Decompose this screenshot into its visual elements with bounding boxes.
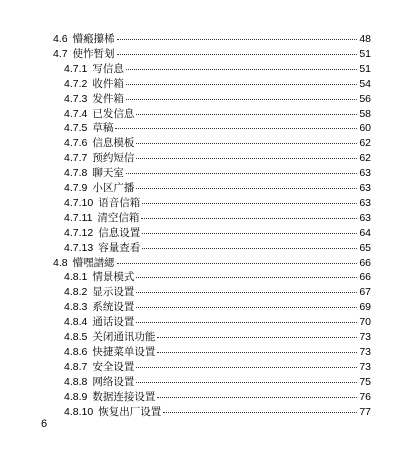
toc-dot-leader — [141, 207, 357, 219]
toc-dot-leader — [136, 311, 357, 323]
toc-entry-title: 系统设置 — [92, 301, 135, 314]
toc-entry-title: 聊天室 — [92, 167, 124, 180]
toc-entry-number: 4.8.9 — [64, 390, 88, 403]
toc-entry-title: 语音信箱 — [98, 196, 141, 209]
toc-entry-title: 收件箱 — [92, 77, 124, 90]
toc-entry-page: 73 — [359, 360, 371, 373]
toc-entry-page: 63 — [359, 196, 371, 209]
toc-entry-title: 发件箱 — [92, 92, 124, 105]
toc-entry-title: 清空信箱 — [97, 211, 140, 224]
toc-entry-number: 4.7.3 — [64, 92, 88, 105]
toc-entry-title: 关闭通讯功能 — [92, 331, 156, 343]
toc-dot-leader — [117, 43, 357, 55]
toc-entry[interactable] — [64, 328, 371, 342]
toc-dot-leader — [126, 58, 357, 70]
toc-entry-number: 4.7.7 — [64, 152, 88, 165]
toc-entry-title: 快捷菜单设置 — [92, 345, 156, 358]
toc-entry-number: 4.7.2 — [64, 77, 88, 90]
toc-dot-leader — [136, 296, 357, 308]
toc-entry-page: 66 — [359, 256, 371, 269]
toc-entry-page: 64 — [359, 226, 371, 239]
toc-entry-page: 63 — [359, 182, 371, 194]
toc-entry-page: 73 — [359, 345, 371, 358]
toc-entry[interactable] — [64, 403, 371, 417]
toc-dot-leader — [115, 117, 357, 129]
toc-entry-page: 56 — [359, 92, 371, 105]
toc-dot-leader — [157, 341, 357, 353]
toc-entry-page: 63 — [359, 211, 371, 224]
toc-entry-title: 通话设置 — [92, 316, 135, 329]
toc-entry-title: 懵嘿譜緦 — [72, 256, 115, 269]
toc-entry[interactable] — [64, 343, 371, 357]
toc-dot-leader — [136, 266, 357, 278]
toc-entry-number: 4.8.3 — [64, 301, 88, 314]
toc-entry-number: 4.7.1 — [64, 62, 88, 75]
toc-dot-leader — [117, 28, 357, 40]
toc-entry-page: 58 — [359, 107, 371, 120]
toc-entry[interactable] — [64, 209, 371, 223]
toc-entry[interactable] — [64, 373, 371, 387]
toc-entry-number: 4.8.6 — [64, 345, 88, 358]
toc-entry-page: 70 — [359, 316, 371, 329]
toc-entry-number: 4.7.10 — [64, 196, 94, 209]
toc-dot-leader — [157, 386, 357, 398]
toc-dot-leader — [126, 73, 357, 85]
toc-entry-page: 77 — [359, 405, 371, 418]
toc-entry[interactable] — [64, 388, 371, 402]
toc-entry[interactable] — [64, 75, 371, 89]
toc-entry-title: 写信息 — [92, 62, 124, 75]
toc-entry-page: 67 — [359, 286, 371, 299]
toc-entry[interactable] — [64, 164, 371, 178]
toc-entry[interactable] — [64, 283, 371, 297]
toc-entry-number: 4.7.8 — [64, 167, 88, 180]
toc-entry-number: 4.7.13 — [64, 241, 94, 254]
toc-entry-title: 信息模板 — [92, 137, 135, 150]
toc-entry[interactable] — [64, 313, 371, 327]
toc-entry-number: 4.8.7 — [64, 360, 88, 373]
toc-entry-page: 75 — [359, 375, 371, 388]
toc-entry[interactable] — [64, 149, 371, 163]
toc-entry-number: 4.6 — [53, 33, 68, 45]
toc-entry-page: 48 — [359, 33, 371, 45]
toc-entry-number: 4.8.1 — [64, 271, 88, 284]
toc-entry-title: 草稿 — [92, 122, 114, 135]
toc-entry-page: 65 — [359, 241, 371, 254]
toc-entry-number: 4.7.4 — [64, 107, 88, 120]
toc-entry-title: 显示设置 — [92, 286, 135, 299]
toc-dot-leader — [142, 222, 357, 234]
toc-entry-page: 73 — [359, 331, 371, 343]
toc-entry-title: 信息设置 — [98, 226, 141, 239]
toc-entry-number: 4.7.9 — [64, 182, 88, 194]
toc-dot-leader — [136, 371, 357, 383]
toc-entry[interactable] — [64, 179, 371, 193]
toc-entry-title: 已发信息 — [92, 107, 135, 120]
toc-entry-number: 4.7 — [53, 47, 68, 60]
toc-dot-leader — [157, 326, 357, 338]
toc-entry-page: 69 — [359, 301, 371, 314]
toc-entry[interactable] — [64, 224, 371, 238]
toc-entry-number: 4.8.2 — [64, 286, 88, 299]
toc-entry[interactable] — [64, 268, 371, 282]
toc-entry[interactable] — [64, 358, 371, 372]
toc-dot-leader — [136, 177, 357, 189]
toc-entry[interactable] — [64, 60, 371, 74]
toc-entry-number: 4.8.4 — [64, 316, 88, 329]
toc-entry-title: 安全设置 — [92, 360, 135, 373]
toc-entry-page: 63 — [359, 167, 371, 180]
toc-dot-leader — [126, 162, 357, 174]
toc-entry[interactable] — [64, 105, 371, 119]
toc-entry-title: 预约短信 — [92, 152, 135, 165]
toc-entry-title: 使怍暂刬 — [72, 47, 115, 60]
toc-entry-title: 数据连接设置 — [92, 390, 156, 403]
toc-entry[interactable] — [64, 194, 371, 208]
toc-entry-title: 恢复出厂设置 — [98, 405, 162, 418]
toc-dot-leader — [136, 103, 357, 115]
toc-entry-page: 60 — [359, 122, 371, 135]
toc-entry[interactable] — [64, 119, 371, 133]
toc-entry-number: 4.7.5 — [64, 122, 88, 135]
toc-dot-leader — [117, 252, 357, 264]
toc-entry-number: 4.8.8 — [64, 375, 88, 388]
page-number: 6 — [41, 418, 48, 430]
toc-entry-number: 4.8.10 — [64, 405, 94, 418]
toc-entry-number: 4.7.6 — [64, 137, 88, 150]
toc-entry-number: 4.8 — [53, 256, 68, 269]
toc-entry-title: 情景模式 — [92, 271, 135, 284]
toc-dot-leader — [136, 281, 357, 293]
toc-entry-number: 4.7.12 — [64, 226, 94, 239]
toc-entry[interactable] — [53, 254, 371, 268]
toc-entry-title: 懵瘢攥桸 — [72, 33, 115, 45]
toc-dot-leader — [136, 132, 357, 144]
toc-dot-leader — [126, 88, 357, 100]
toc-entry-page: 62 — [359, 137, 371, 150]
toc-entry[interactable] — [53, 30, 371, 44]
toc-entry-page: 54 — [359, 77, 371, 90]
toc-entry-page: 51 — [359, 47, 371, 60]
toc-entry[interactable] — [64, 298, 371, 312]
toc-entry-number: 4.8.5 — [64, 331, 88, 343]
toc-entry-page: 76 — [359, 390, 371, 403]
toc-dot-leader — [136, 147, 357, 159]
toc-entry-title: 小区广播 — [92, 182, 135, 194]
toc-dot-leader — [142, 192, 357, 204]
toc-entry[interactable] — [64, 134, 371, 148]
toc-dot-leader — [142, 237, 357, 249]
toc-entry-title: 容量查看 — [98, 241, 141, 254]
toc-dot-leader — [136, 356, 357, 368]
toc-entry-page: 62 — [359, 152, 371, 165]
toc-entry[interactable] — [64, 90, 371, 104]
toc-entry-title: 网络设置 — [92, 375, 135, 388]
toc-entry[interactable] — [53, 45, 371, 59]
toc-entry[interactable] — [64, 239, 371, 253]
toc-entry-number: 4.7.11 — [64, 211, 93, 224]
toc-entry-page: 51 — [359, 62, 371, 75]
toc-entry-page: 66 — [359, 271, 371, 284]
toc-dot-leader — [163, 401, 357, 413]
